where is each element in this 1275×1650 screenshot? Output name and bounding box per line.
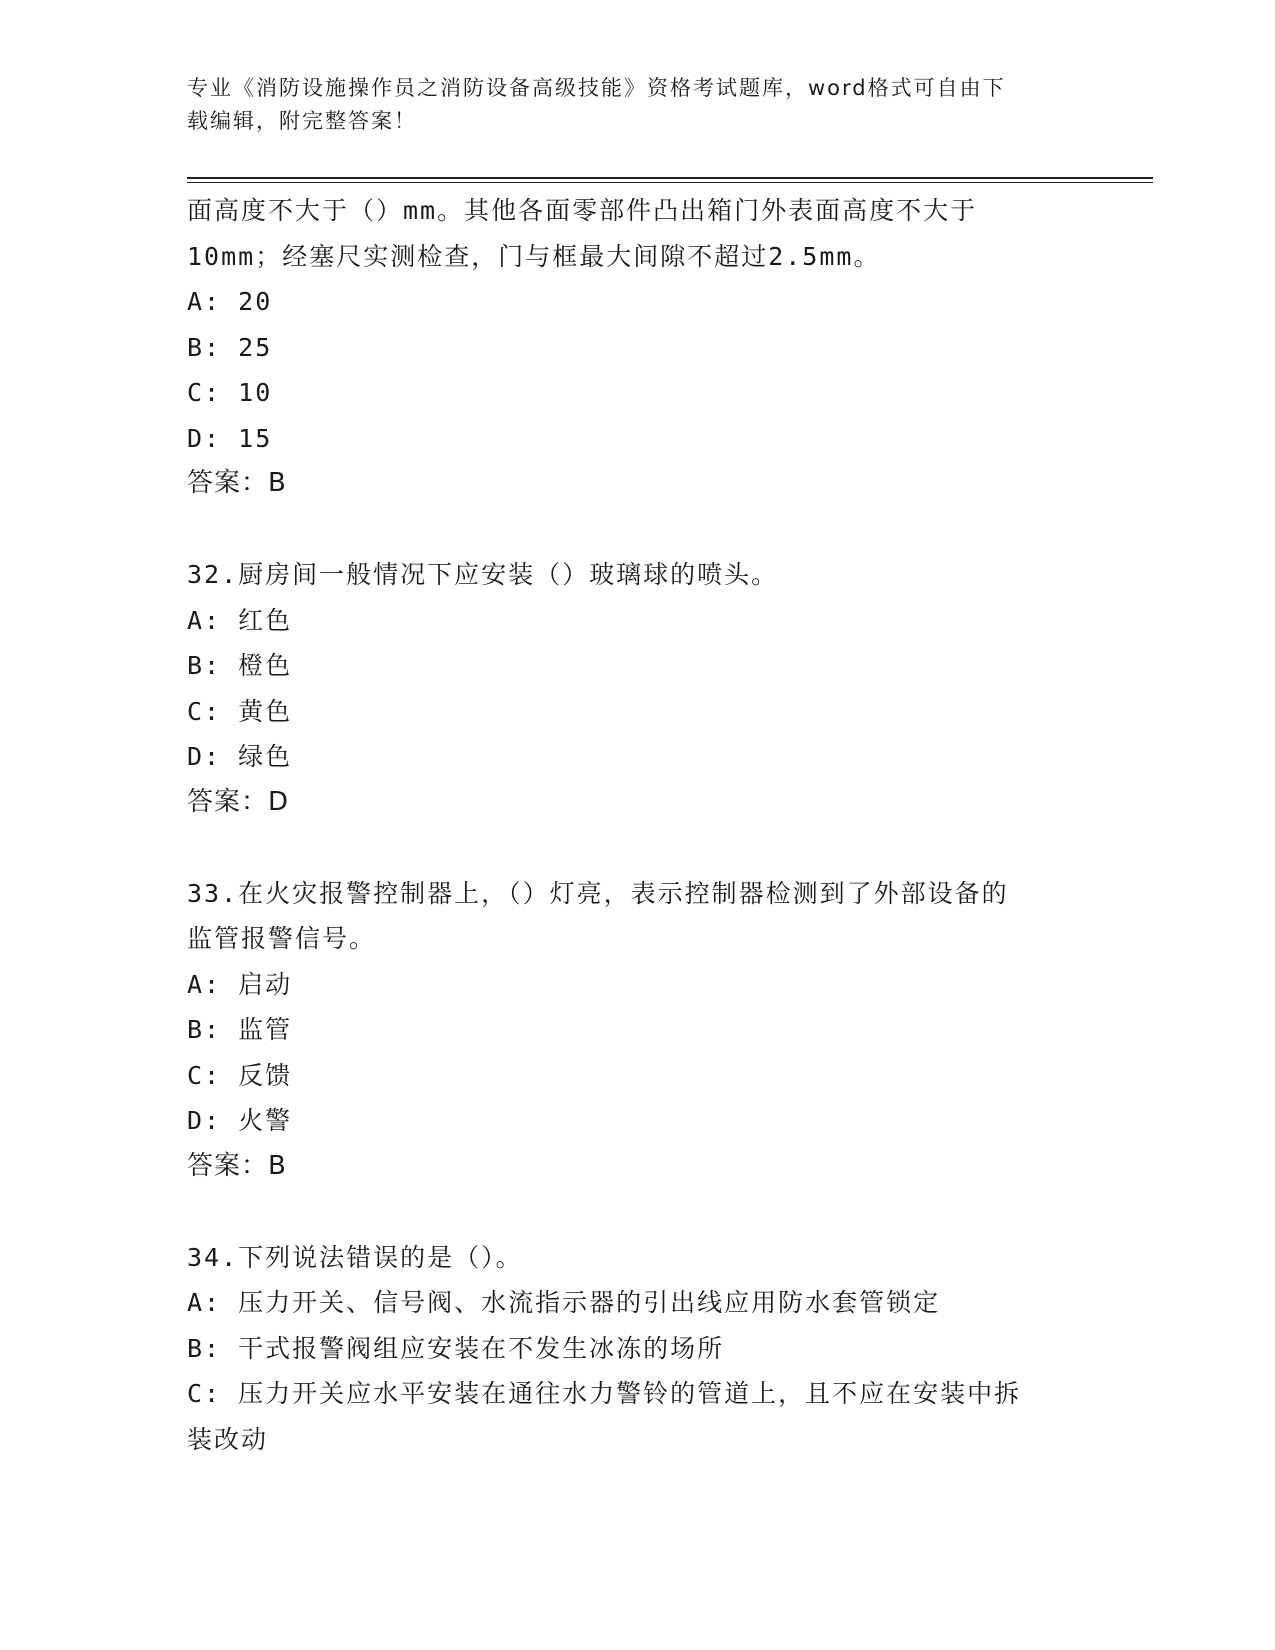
option-b: B: 25 <box>187 332 273 362</box>
question-spacer <box>187 1189 1087 1235</box>
option-c-continued: 装改动 <box>187 1424 269 1454</box>
document-header <box>187 72 1067 138</box>
option-a: A: 压力开关、信号阀、水流指示器的引出线应用防水套管锁定 <box>187 1288 941 1317</box>
option-d: D: 15 <box>187 423 273 453</box>
option-a: A: 20 <box>187 287 273 316</box>
option-c: C: 反馈 <box>187 1060 293 1090</box>
option-a: A: 启动 <box>187 969 293 999</box>
answer-key: 答案：B <box>187 468 287 498</box>
option-c: C: 压力开关应水平安装在通往水力警铃的管道上，且不应在安装中拆 <box>187 1379 1022 1408</box>
option-c: C: 黄色 <box>187 696 293 726</box>
option-b: B: 干式报警阀组应安装在不发生冰冻的场所 <box>187 1333 725 1363</box>
option-b: B: 监管 <box>187 1015 293 1044</box>
header-rule-thin <box>187 182 1153 183</box>
answer-key: 答案：B <box>187 1150 287 1181</box>
question-stem: 监管报警信号。 <box>187 924 377 953</box>
header-line-1: 专业《消防设施操作员之消防设备高级技能》资格考试题库，word格式可自由下 <box>187 76 1006 100</box>
question-stem: 32.厨房间一般情况下应安装（）玻璃球的喷头。 <box>187 560 779 589</box>
question-spacer <box>187 825 1087 871</box>
option-a: A: 红色 <box>187 605 293 635</box>
question-stem: 34.下列说法错误的是（）。 <box>187 1242 523 1272</box>
answer-key: 答案：D <box>187 786 290 817</box>
question-33 <box>187 871 1087 1190</box>
option-c: C: 10 <box>187 378 273 407</box>
option-d: D: 火警 <box>187 1106 293 1135</box>
question-spacer <box>187 507 1087 553</box>
question-stem: 10mm；经塞尺实测检查，门与框最大间隙不超过2.5mm。 <box>187 241 881 271</box>
option-b: B: 橙色 <box>187 651 293 680</box>
option-d: D: 绿色 <box>187 742 293 771</box>
question-31 <box>187 188 1087 507</box>
question-34 <box>187 1235 1087 1463</box>
question-32 <box>187 552 1087 825</box>
question-list <box>187 188 1087 1462</box>
question-stem: 33.在火灾报警控制器上，（）灯亮，表示控制器检测到了外部设备的 <box>187 878 1009 908</box>
header-rule-thick <box>187 177 1153 179</box>
question-stem: 面高度不大于（）mm。其他各面零部件凸出箱门外表面高度不大于 <box>187 196 978 225</box>
header-line-2: 载编辑，附完整答案！ <box>187 109 417 133</box>
